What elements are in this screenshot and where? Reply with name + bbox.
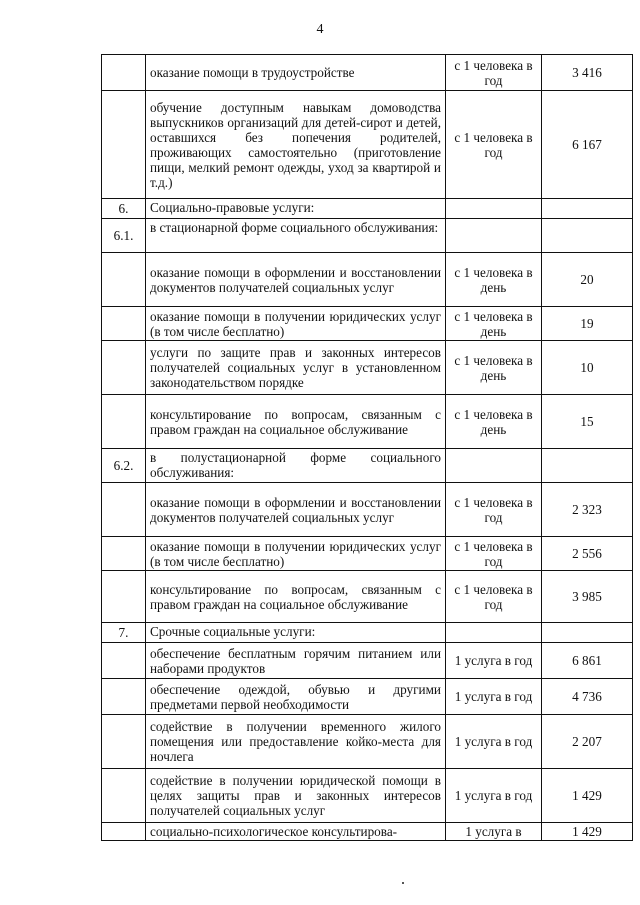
service-unit: с 1 человека в год bbox=[446, 537, 542, 571]
services-table bbox=[101, 54, 633, 841]
service-name: содействие в получении юридической помощи в целях защиты прав и законных интересов получателей социальных услуг bbox=[146, 769, 446, 823]
section-title: Социально-правовые услуги: bbox=[146, 199, 446, 219]
section-number: 6. bbox=[102, 199, 146, 219]
service-value: 10 bbox=[542, 341, 633, 395]
service-name: консультирование по вопросам, связанным с правом граждан на социальное обслуживание bbox=[146, 571, 446, 623]
section-row bbox=[102, 623, 633, 643]
service-value: 2 207 bbox=[542, 715, 633, 769]
service-unit: с 1 человека в год bbox=[446, 55, 542, 91]
section-number: 6.1. bbox=[102, 219, 146, 253]
service-name: оказание помощи в трудоустройстве bbox=[146, 55, 446, 91]
table-row bbox=[102, 537, 633, 571]
section-title: в стационарной форме социального обслуживания: bbox=[146, 219, 446, 253]
table-row bbox=[102, 483, 633, 537]
table-row bbox=[102, 643, 633, 679]
scan-speck bbox=[402, 882, 404, 884]
empty-cell bbox=[446, 219, 542, 253]
row-number bbox=[102, 483, 146, 537]
service-value: 6 861 bbox=[542, 643, 633, 679]
row-number bbox=[102, 91, 146, 199]
empty-cell bbox=[446, 199, 542, 219]
service-name: оказание помощи в оформлении и восстановлении документов получателей социальных услуг bbox=[146, 253, 446, 307]
section-row bbox=[102, 449, 633, 483]
service-name: оказание помощи в оформлении и восстановлении документов получателей социальных услуг bbox=[146, 483, 446, 537]
table-row bbox=[102, 395, 633, 449]
service-unit: с 1 человека в год bbox=[446, 91, 542, 199]
table-row bbox=[102, 571, 633, 623]
table-row bbox=[102, 823, 633, 841]
empty-cell bbox=[542, 623, 633, 643]
service-unit: 1 услуга в год bbox=[446, 715, 542, 769]
table-row bbox=[102, 715, 633, 769]
section-row bbox=[102, 199, 633, 219]
service-name: оказание помощи в получении юридических услуг (в том числе бесплатно) bbox=[146, 307, 446, 341]
service-value: 19 bbox=[542, 307, 633, 341]
table-row bbox=[102, 253, 633, 307]
service-value: 4 736 bbox=[542, 679, 633, 715]
row-number bbox=[102, 253, 146, 307]
row-number bbox=[102, 823, 146, 841]
service-name: консультирование по вопросам, связанным с правом граждан на социальное обслуживание bbox=[146, 395, 446, 449]
table-row bbox=[102, 679, 633, 715]
service-name: оказание помощи в получении юридических услуг (в том числе бесплатно) bbox=[146, 537, 446, 571]
service-name: услуги по защите прав и законных интересов получателей социальных услуг в установленном законодательством порядке bbox=[146, 341, 446, 395]
service-value: 3 985 bbox=[542, 571, 633, 623]
service-value: 15 bbox=[542, 395, 633, 449]
service-name: содействие в получении временного жилого помещения или предоставление койко-места для ночлега bbox=[146, 715, 446, 769]
row-number bbox=[102, 679, 146, 715]
section-row bbox=[102, 219, 633, 253]
service-value: 20 bbox=[542, 253, 633, 307]
page-number: 4 bbox=[316, 22, 324, 37]
service-unit: с 1 человека в день bbox=[446, 395, 542, 449]
row-number bbox=[102, 307, 146, 341]
service-name: социально-психологическое консультирова- bbox=[146, 823, 446, 841]
section-number: 7. bbox=[102, 623, 146, 643]
empty-cell bbox=[542, 449, 633, 483]
empty-cell bbox=[446, 449, 542, 483]
service-unit: 1 услуга в год bbox=[446, 643, 542, 679]
empty-cell bbox=[446, 623, 542, 643]
service-unit: с 1 человека в день bbox=[446, 307, 542, 341]
service-value: 1 429 bbox=[542, 769, 633, 823]
table-row bbox=[102, 307, 633, 341]
service-name: обучение доступным навыкам домоводства выпускников организаций для детей-сирот и детей, оставшихся без попечения родителей, проживающих самостоятельно (приготовление пищи, мелкий ремонт одежды, уход за квартирой и т.д.) bbox=[146, 91, 446, 199]
table-row bbox=[102, 341, 633, 395]
row-number bbox=[102, 537, 146, 571]
service-name: обеспечение бесплатным горячим питанием или наборами продуктов bbox=[146, 643, 446, 679]
section-title: в полустационарной форме социального обслуживания: bbox=[146, 449, 446, 483]
service-unit: с 1 человека в день bbox=[446, 341, 542, 395]
service-value: 3 416 bbox=[542, 55, 633, 91]
service-value: 6 167 bbox=[542, 91, 633, 199]
section-number: 6.2. bbox=[102, 449, 146, 483]
row-number bbox=[102, 643, 146, 679]
table-row bbox=[102, 91, 633, 199]
row-number bbox=[102, 769, 146, 823]
service-unit: с 1 человека в год bbox=[446, 571, 542, 623]
service-value: 1 429 bbox=[542, 823, 633, 841]
row-number bbox=[102, 55, 146, 91]
service-name: обеспечение одеждой, обувью и другими предметами первой необходимости bbox=[146, 679, 446, 715]
section-title: Срочные социальные услуги: bbox=[146, 623, 446, 643]
service-unit: с 1 человека в день bbox=[446, 253, 542, 307]
row-number bbox=[102, 571, 146, 623]
row-number bbox=[102, 341, 146, 395]
row-number bbox=[102, 395, 146, 449]
table-row bbox=[102, 55, 633, 91]
service-value: 2 323 bbox=[542, 483, 633, 537]
empty-cell bbox=[542, 219, 633, 253]
table-row bbox=[102, 769, 633, 823]
row-number bbox=[102, 715, 146, 769]
service-unit: 1 услуга в год bbox=[446, 769, 542, 823]
service-value: 2 556 bbox=[542, 537, 633, 571]
service-unit: 1 услуга в bbox=[446, 823, 542, 841]
service-unit: 1 услуга в год bbox=[446, 679, 542, 715]
empty-cell bbox=[542, 199, 633, 219]
service-unit: с 1 человека в год bbox=[446, 483, 542, 537]
